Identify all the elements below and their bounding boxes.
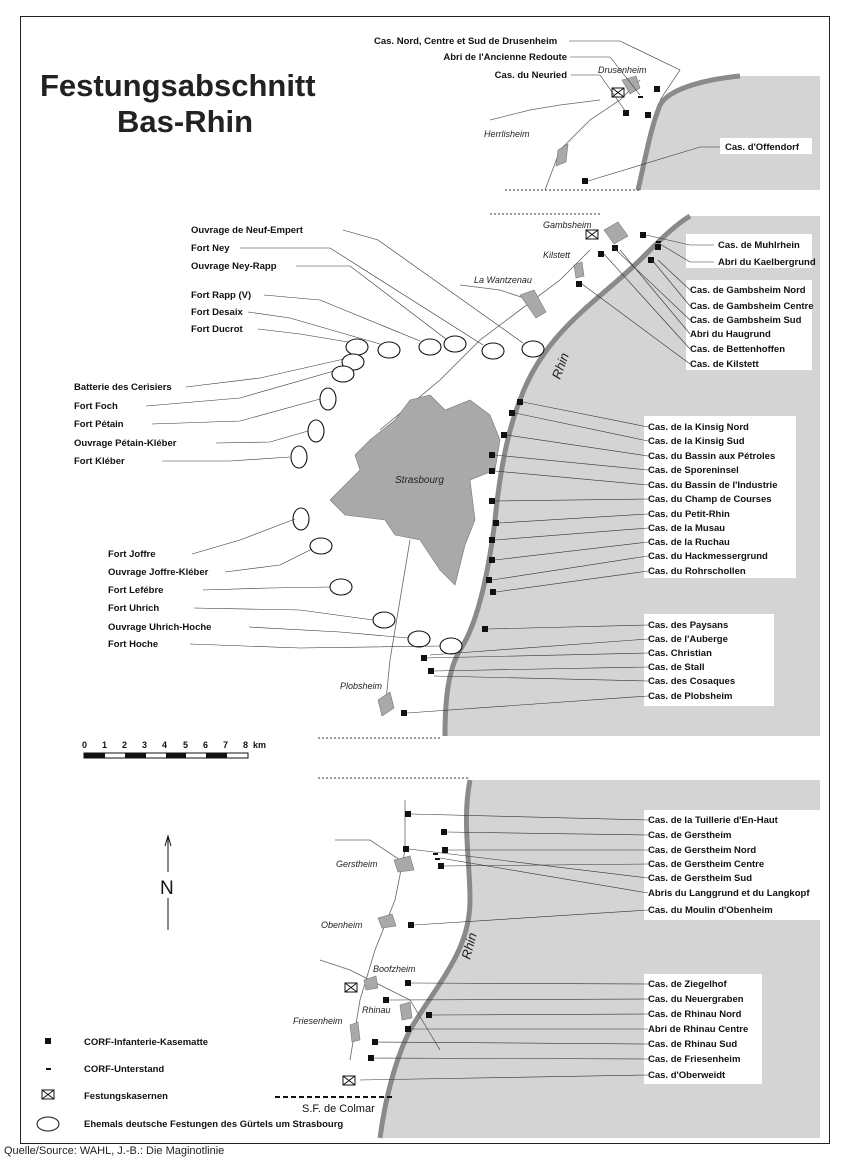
scale-tick: 1 <box>102 740 108 750</box>
scale-tick: 0 <box>82 740 88 750</box>
casemate-label: Cas. du Moulin d'Obenheim <box>648 905 773 916</box>
legend <box>37 1037 343 1131</box>
casemate-label: Cas. de Gambsheim Centre <box>690 301 814 312</box>
casemate-marker <box>489 452 495 458</box>
casemate-marker <box>489 468 495 474</box>
fort-ellipse <box>291 446 307 468</box>
place-strasbourg: Strasbourg <box>395 475 444 486</box>
rhine-label: Rhin <box>548 350 572 382</box>
fort-label: Ouvrage Joffre-Kléber <box>108 567 209 578</box>
casemate-marker <box>648 257 654 263</box>
casemate-marker <box>428 668 434 674</box>
fort-label: Ouvrage Ney-Rapp <box>191 261 277 272</box>
fort-ellipse <box>332 366 354 382</box>
casemate-label: Cas. Christian <box>648 648 712 659</box>
fort-label: Fort Uhrich <box>108 603 160 614</box>
casemate-label: Cas. de Plobsheim <box>648 691 733 702</box>
fort-ellipse <box>293 508 309 530</box>
fort-ellipse <box>346 339 368 355</box>
colmar-label: S.F. de Colmar <box>302 1103 375 1115</box>
casemate-label: Cas. de Gambsheim Sud <box>690 315 802 326</box>
place-wantzenau: La Wantzenau <box>474 275 532 285</box>
casemate-label: Cas. de Muhlrhein <box>718 240 800 251</box>
fort-ellipse <box>373 612 395 628</box>
place-plobsheim: Plobsheim <box>340 681 383 691</box>
shelter-marker <box>433 853 438 855</box>
shelter-marker <box>638 96 643 98</box>
gambsheim-area <box>604 222 628 244</box>
scale-tick: 3 <box>142 740 148 750</box>
casemate-marker <box>405 980 411 986</box>
casemate-marker <box>612 245 618 251</box>
fort-ellipse <box>310 538 332 554</box>
casemate-label: Cas. de Gerstheim Nord <box>648 845 757 856</box>
casemate-label: Cas. de Rhinau Nord <box>648 1009 742 1020</box>
fort-ellipse <box>440 638 462 654</box>
casemate-marker <box>489 537 495 543</box>
map-title-line1: Festungsabschnitt <box>40 68 316 103</box>
fort-ellipse <box>482 343 504 359</box>
casemate-marker <box>405 811 411 817</box>
casemate-label: Cas. de la Musau <box>648 523 726 534</box>
casemate-marker <box>655 244 661 250</box>
fort-ellipse <box>444 336 466 352</box>
casemate-label: Cas. du Rohrschollen <box>648 566 746 577</box>
legend-label: CORF-Unterstand <box>84 1064 165 1075</box>
place-obenheim: Obenheim <box>321 920 363 930</box>
casemate-label: Cas. du Bassin aux Pétroles <box>648 451 776 462</box>
casemate-label: Cas. de Stall <box>648 662 705 673</box>
casemate-marker <box>383 997 389 1003</box>
barracks-marker <box>612 88 624 97</box>
herrlisheim-area <box>556 144 568 166</box>
casemate-marker <box>509 410 515 416</box>
fort-labels <box>74 225 304 650</box>
casemate-label: Cas. de Gambsheim Nord <box>690 285 806 296</box>
legend-box-x-symbol <box>42 1090 54 1099</box>
fort-label: Fort Ney <box>191 243 230 254</box>
strasbourg-area <box>330 395 500 585</box>
barracks-marker <box>345 983 357 992</box>
scale-unit: km <box>253 740 267 750</box>
fort-label: Fort Desaix <box>191 307 243 318</box>
casemate-marker <box>623 110 629 116</box>
rhine-label-south: Rhin <box>458 931 480 961</box>
fort-ellipse <box>419 339 441 355</box>
north-label: N <box>160 878 174 899</box>
fort-label: Fort Foch <box>74 401 118 412</box>
shelter-marker <box>435 858 440 860</box>
barracks-marker <box>586 230 598 239</box>
casemate-marker <box>403 846 409 852</box>
scale-tick: 2 <box>122 740 128 750</box>
fort-label: Fort Joffre <box>108 549 156 560</box>
north-arrow <box>160 836 174 930</box>
kilstett-area <box>574 262 584 278</box>
casemate-marker <box>426 1012 432 1018</box>
label-drusenheim-casemates: Cas. Nord, Centre et Sud de Drusenheim <box>374 36 558 47</box>
casemate-label: Cas. de Sporeninsel <box>648 465 739 476</box>
scale-tick: 8 <box>243 740 249 750</box>
casemate-label: Cas. de la Kinsig Sud <box>648 436 745 447</box>
fort-label: Fort Lefébre <box>108 585 164 596</box>
casemate-marker <box>441 829 447 835</box>
fort-ellipse <box>408 631 430 647</box>
casemate-marker <box>654 86 660 92</box>
casemate-label: Cas. d'Oberweidt <box>648 1070 726 1081</box>
casemate-label: Cas. de la Kinsig Nord <box>648 422 749 433</box>
scale-tick: 5 <box>183 740 189 750</box>
legend-ellipse-symbol <box>37 1117 59 1131</box>
casemate-label: Cas. de Bettenhoffen <box>690 344 786 355</box>
source-caption: Quelle/Source: WAHL, J.-B.: Die Maginotlinie <box>4 1145 225 1157</box>
fort-label: Ouvrage de Neuf-Empert <box>191 225 303 236</box>
casemate-label: Abri de Rhinau Centre <box>648 1024 749 1035</box>
casemate-marker <box>438 863 444 869</box>
place-gerstheim: Gerstheim <box>336 859 378 869</box>
fort-ellipse <box>320 388 336 410</box>
casemate-marker <box>645 112 651 118</box>
fort-label: Ouvrage Pétain-Kléber <box>74 438 177 449</box>
casemate-marker <box>482 626 488 632</box>
casemate-label: Cas. de Gerstheim <box>648 830 732 841</box>
casemate-label: Cas. de Ziegelhof <box>648 979 727 990</box>
casemate-label: Cas. de l'Auberge <box>648 634 728 645</box>
legend-label: CORF-Infanterie-Kasematte <box>84 1037 209 1048</box>
legend-square-symbol <box>45 1038 51 1044</box>
place-kilstett: Kilstett <box>543 250 571 260</box>
casemate-label: Cas. de Rhinau Sud <box>648 1039 738 1050</box>
casemate-marker <box>368 1055 374 1061</box>
wantzenau-area <box>520 290 546 318</box>
map-title-line2: Bas-Rhin <box>117 104 254 139</box>
casemate-label: Cas. de Gerstheim Centre <box>648 859 765 870</box>
casemate-label: Cas. du Hackmessergrund <box>648 551 768 562</box>
casemate-label: Abri du Kaelbergrund <box>718 257 816 268</box>
fort-label: Fort Kléber <box>74 456 125 467</box>
casemate-label: Cas. du Bassin de l'Industrie <box>648 480 778 491</box>
friesenheim-area <box>350 1022 360 1042</box>
casemate-label: Cas. de la Ruchau <box>648 537 730 548</box>
fort-label: Fort Ducrot <box>191 324 243 335</box>
fort-label: Ouvrage Uhrich-Hoche <box>108 622 212 633</box>
fort-label: Fort Rapp (V) <box>191 290 252 301</box>
scale-tick: 7 <box>223 740 229 750</box>
label-ancienne-redoute: Abri de l'Ancienne Redoute <box>443 52 567 63</box>
casemate-label: Cas. du Neuergraben <box>648 994 744 1005</box>
casemate-label: Cas. de Friesenheim <box>648 1054 741 1065</box>
casemate-marker <box>490 589 496 595</box>
label-offendorf: Cas. d'Offendorf <box>725 142 800 153</box>
rhinau-area <box>400 1002 412 1020</box>
shelter-marker <box>656 241 661 243</box>
place-herrlisheim: Herrlisheim <box>484 129 530 139</box>
place-friesenheim: Friesenheim <box>293 1016 343 1026</box>
casemate-marker <box>442 847 448 853</box>
casemate-marker <box>640 232 646 238</box>
casemate-label: Cas. du Petit-Rhin <box>648 509 730 520</box>
fort-ellipse <box>522 341 544 357</box>
casemate-label: Cas. de Kilstett <box>690 359 759 370</box>
place-boofzheim: Boofzheim <box>373 964 416 974</box>
fort-ellipse <box>330 579 352 595</box>
casemate-label: Abris du Langgrund et du Langkopf <box>648 888 810 899</box>
casemate-label: Cas. du Champ de Courses <box>648 494 772 505</box>
casemate-marker <box>372 1039 378 1045</box>
casemate-marker <box>489 557 495 563</box>
legend-label: Ehemals deutsche Festungen des Gürtels um Strasbourg <box>84 1119 344 1130</box>
fort-label: Fort Pétain <box>74 419 124 430</box>
casemate-marker <box>489 498 495 504</box>
place-gambsheim: Gambsheim <box>543 220 592 230</box>
casemate-label: Cas. de Gerstheim Sud <box>648 873 753 884</box>
casemate-marker <box>501 432 507 438</box>
scale-tick: 6 <box>203 740 209 750</box>
scale-tick: 4 <box>162 740 168 750</box>
fort-ellipse <box>378 342 400 358</box>
casemate-label: Abri du Haugrund <box>690 329 771 340</box>
label-neuried: Cas. du Neuried <box>494 70 567 81</box>
casemate-marker <box>517 399 523 405</box>
casemate-label: Cas. de la Tuillerie d'En-Haut <box>648 815 778 826</box>
fort-label: Fort Hoche <box>108 639 159 650</box>
obenheim-area <box>378 914 396 928</box>
scale-bar <box>82 740 266 758</box>
place-drusenheim: Drusenheim <box>598 65 647 75</box>
casemate-marker <box>486 577 492 583</box>
fort-label: Batterie des Cerisiers <box>74 382 172 393</box>
casemate-marker <box>598 251 604 257</box>
casemate-label: Cas. des Paysans <box>648 620 729 631</box>
casemate-marker <box>408 922 414 928</box>
casemate-marker <box>576 281 582 287</box>
legend-label: Festungskasernen <box>84 1091 168 1102</box>
legend-dash-symbol <box>46 1068 51 1070</box>
casemate-marker <box>493 520 499 526</box>
casemate-marker <box>405 1026 411 1032</box>
casemate-marker <box>582 178 588 184</box>
barracks-marker <box>343 1076 355 1085</box>
place-rhinau: Rhinau <box>362 1005 391 1015</box>
plobsheim-area <box>378 692 394 716</box>
casemate-label: Cas. des Cosaques <box>648 676 736 687</box>
casemate-marker <box>401 710 407 716</box>
fort-ellipse <box>308 420 324 442</box>
